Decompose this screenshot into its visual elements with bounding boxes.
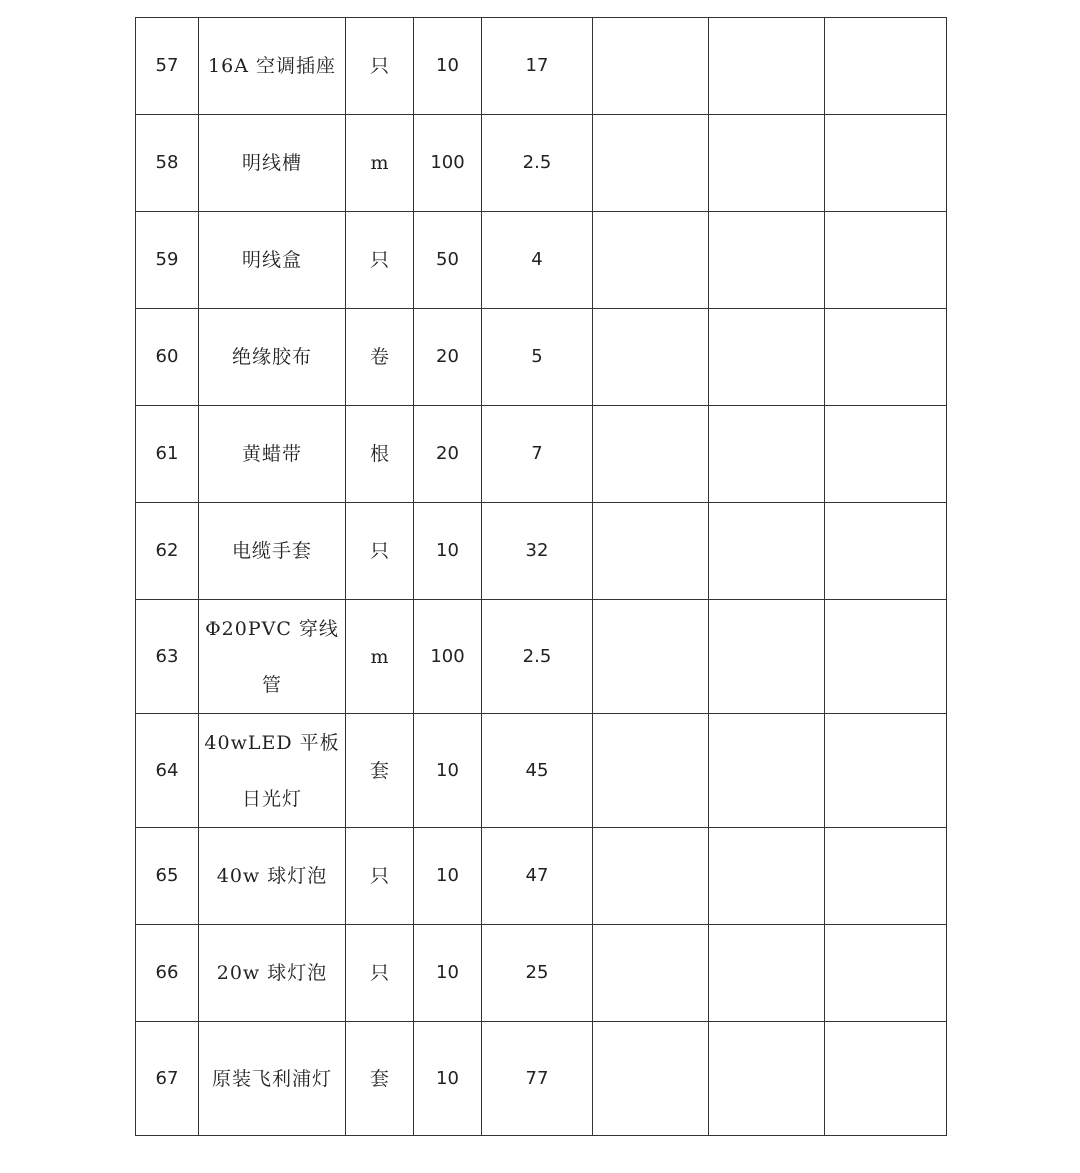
unit-price-cell: 47 [482,828,593,925]
item-number-cell: 61 [136,406,199,503]
empty-cell [825,925,947,1022]
unit-cell: 根 [346,406,414,503]
item-name-cell: 40w 球灯泡 [199,828,346,925]
quantity-cell: 10 [414,18,482,115]
quantity-cell: 100 [414,600,482,714]
quantity-cell: 20 [414,309,482,406]
quantity-cell: 10 [414,1022,482,1136]
unit-cell: m [346,600,414,714]
item-name-cell: 40wLED 平板日光灯 [199,714,346,828]
unit-cell: 只 [346,18,414,115]
unit-price-cell: 5 [482,309,593,406]
table-row [136,115,947,212]
empty-cell [709,1022,825,1136]
empty-cell [709,714,825,828]
empty-cell [593,503,709,600]
unit-cell: 只 [346,503,414,600]
empty-cell [825,503,947,600]
item-name-cell: 原装飞利浦灯 [199,1022,346,1136]
table-row [136,18,947,115]
empty-cell [825,714,947,828]
empty-cell [709,925,825,1022]
unit-price-cell: 32 [482,503,593,600]
empty-cell [825,406,947,503]
unit-price-cell: 2.5 [482,600,593,714]
empty-cell [709,212,825,309]
empty-cell [825,600,947,714]
table-row [136,925,947,1022]
unit-cell: 套 [346,1022,414,1136]
empty-cell [593,828,709,925]
item-number-cell: 57 [136,18,199,115]
item-name-cell: Φ20PVC 穿线管 [199,600,346,714]
item-name-cell: 16A 空调插座 [199,18,346,115]
table-row [136,828,947,925]
empty-cell [593,309,709,406]
item-name-cell: 黄蜡带 [199,406,346,503]
table-row [136,406,947,503]
unit-price-cell: 25 [482,925,593,1022]
quantity-cell: 10 [414,503,482,600]
table-row [136,503,947,600]
unit-cell: m [346,115,414,212]
empty-cell [709,309,825,406]
item-name-cell: 20w 球灯泡 [199,925,346,1022]
quantity-cell: 100 [414,115,482,212]
empty-cell [593,18,709,115]
quantity-cell: 20 [414,406,482,503]
item-number-cell: 66 [136,925,199,1022]
item-number-cell: 60 [136,309,199,406]
empty-cell [709,503,825,600]
empty-cell [593,212,709,309]
table-row [136,714,947,828]
empty-cell [709,115,825,212]
empty-cell [709,600,825,714]
unit-cell: 只 [346,828,414,925]
empty-cell [825,1022,947,1136]
empty-cell [825,115,947,212]
item-number-cell: 67 [136,1022,199,1136]
item-number-cell: 64 [136,714,199,828]
unit-cell: 卷 [346,309,414,406]
empty-cell [709,18,825,115]
unit-price-cell: 4 [482,212,593,309]
table-row [136,600,947,714]
empty-cell [825,828,947,925]
unit-price-cell: 7 [482,406,593,503]
unit-price-cell: 2.5 [482,115,593,212]
empty-cell [593,1022,709,1136]
empty-cell [593,925,709,1022]
item-name-cell: 绝缘胶布 [199,309,346,406]
table-body [136,18,947,1136]
empty-cell [593,600,709,714]
unit-cell: 只 [346,925,414,1022]
unit-price-cell: 17 [482,18,593,115]
empty-cell [593,406,709,503]
quantity-cell: 10 [414,925,482,1022]
table-row [136,212,947,309]
item-number-cell: 59 [136,212,199,309]
quantity-cell: 50 [414,212,482,309]
empty-cell [593,115,709,212]
item-number-cell: 65 [136,828,199,925]
empty-cell [825,309,947,406]
quantity-cell: 10 [414,714,482,828]
item-number-cell: 62 [136,503,199,600]
item-number-cell: 63 [136,600,199,714]
empty-cell [709,406,825,503]
empty-cell [825,212,947,309]
quantity-cell: 10 [414,828,482,925]
unit-cell: 套 [346,714,414,828]
empty-cell [709,828,825,925]
materials-table [135,17,947,1136]
item-number-cell: 58 [136,115,199,212]
empty-cell [593,714,709,828]
table-row [136,309,947,406]
item-name-cell: 明线槽 [199,115,346,212]
table-row [136,1022,947,1136]
unit-price-cell: 77 [482,1022,593,1136]
item-name-cell: 明线盒 [199,212,346,309]
unit-price-cell: 45 [482,714,593,828]
empty-cell [825,18,947,115]
unit-cell: 只 [346,212,414,309]
item-name-cell: 电缆手套 [199,503,346,600]
